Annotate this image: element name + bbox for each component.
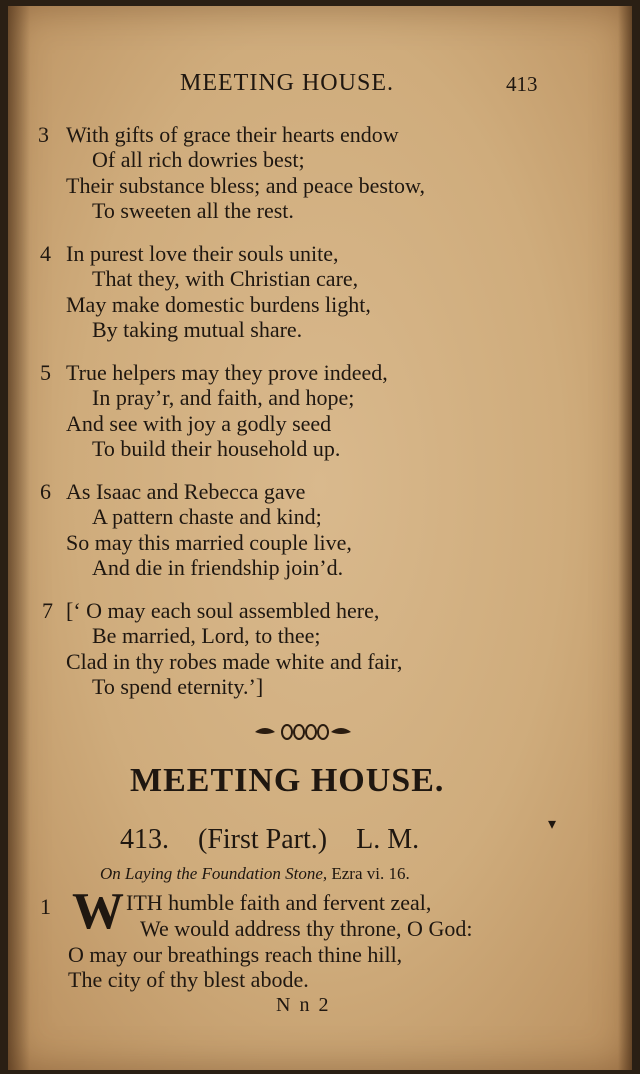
verse-line: To sweeten all the rest. [92,198,294,223]
verse-line: In pray’r, and faith, and hope; [92,385,355,410]
section-title: MEETING HOUSE. [130,762,445,799]
stanza-number: 7 [42,598,53,623]
page-spine-shadow [8,6,30,1070]
signature-mark: N n 2 [276,994,331,1016]
hymn-number: 413. [120,824,169,855]
verse-line: True helpers may they prove indeed, [66,360,388,385]
drop-cap: W [72,883,124,940]
hymn-heading [120,824,441,856]
verse-line: We would address thy throne, O God: [140,916,473,941]
stanza-number: 1 [40,894,51,919]
hymn-meter: L. M. [356,824,420,855]
verse-line: That they, with Christian care, [92,266,359,291]
verse-line: And die in friendship join’d. [92,555,344,580]
verse-line: With gifts of grace their hearts endow [66,122,399,147]
page-edge-shadow [618,6,632,1070]
verse-line: Clad in thy robes made white and fair, [66,649,403,674]
ornament-divider [253,722,353,742]
verse-line: As Isaac and Rebecca gave [66,479,306,504]
verse-line: To build their household up. [92,436,341,461]
verse-line: [‘ O may each soul assembled here, [66,598,380,623]
stanza-number: 5 [40,360,51,385]
page-number: 413 [506,72,538,96]
running-header: MEETING HOUSE. [180,70,394,96]
verse-line: By taking mutual share. [92,317,303,342]
stanza-number: 3 [38,122,49,147]
hymn-subtitle [100,864,410,884]
verse-line: Be married, Lord, to thee; [92,623,321,648]
verse-line: O may our breathings reach thine hill, [68,942,403,967]
book-page [8,6,632,1070]
verse-line: To spend eternity.’] [92,674,264,699]
verse-line: The city of thy blest abode. [68,967,309,992]
hymn-scripture-ref: Ezra vi. 16. [331,864,410,883]
verse-line: In purest love their souls unite, [66,241,339,266]
hymn-part: (First Part.) [198,824,328,855]
stanza-number: 6 [40,479,51,504]
verse-line: And see with joy a godly seed [66,411,332,436]
hymn-subtitle-italic: On Laying the Foundation Stone, [100,864,328,883]
verse-line: Of all rich dowries best; [92,147,305,172]
verse-line: May make domestic burdens light, [66,292,371,317]
stanza-number: 4 [40,241,51,266]
verse-line: A pattern chaste and kind; [92,504,322,529]
verse-line: ITH humble faith and fervent zeal, [126,890,432,915]
verse-line: Their substance bless; and peace bestow, [66,173,426,198]
stray-mark: ▾ [548,816,557,833]
verse-line: So may this married couple live, [66,530,352,555]
